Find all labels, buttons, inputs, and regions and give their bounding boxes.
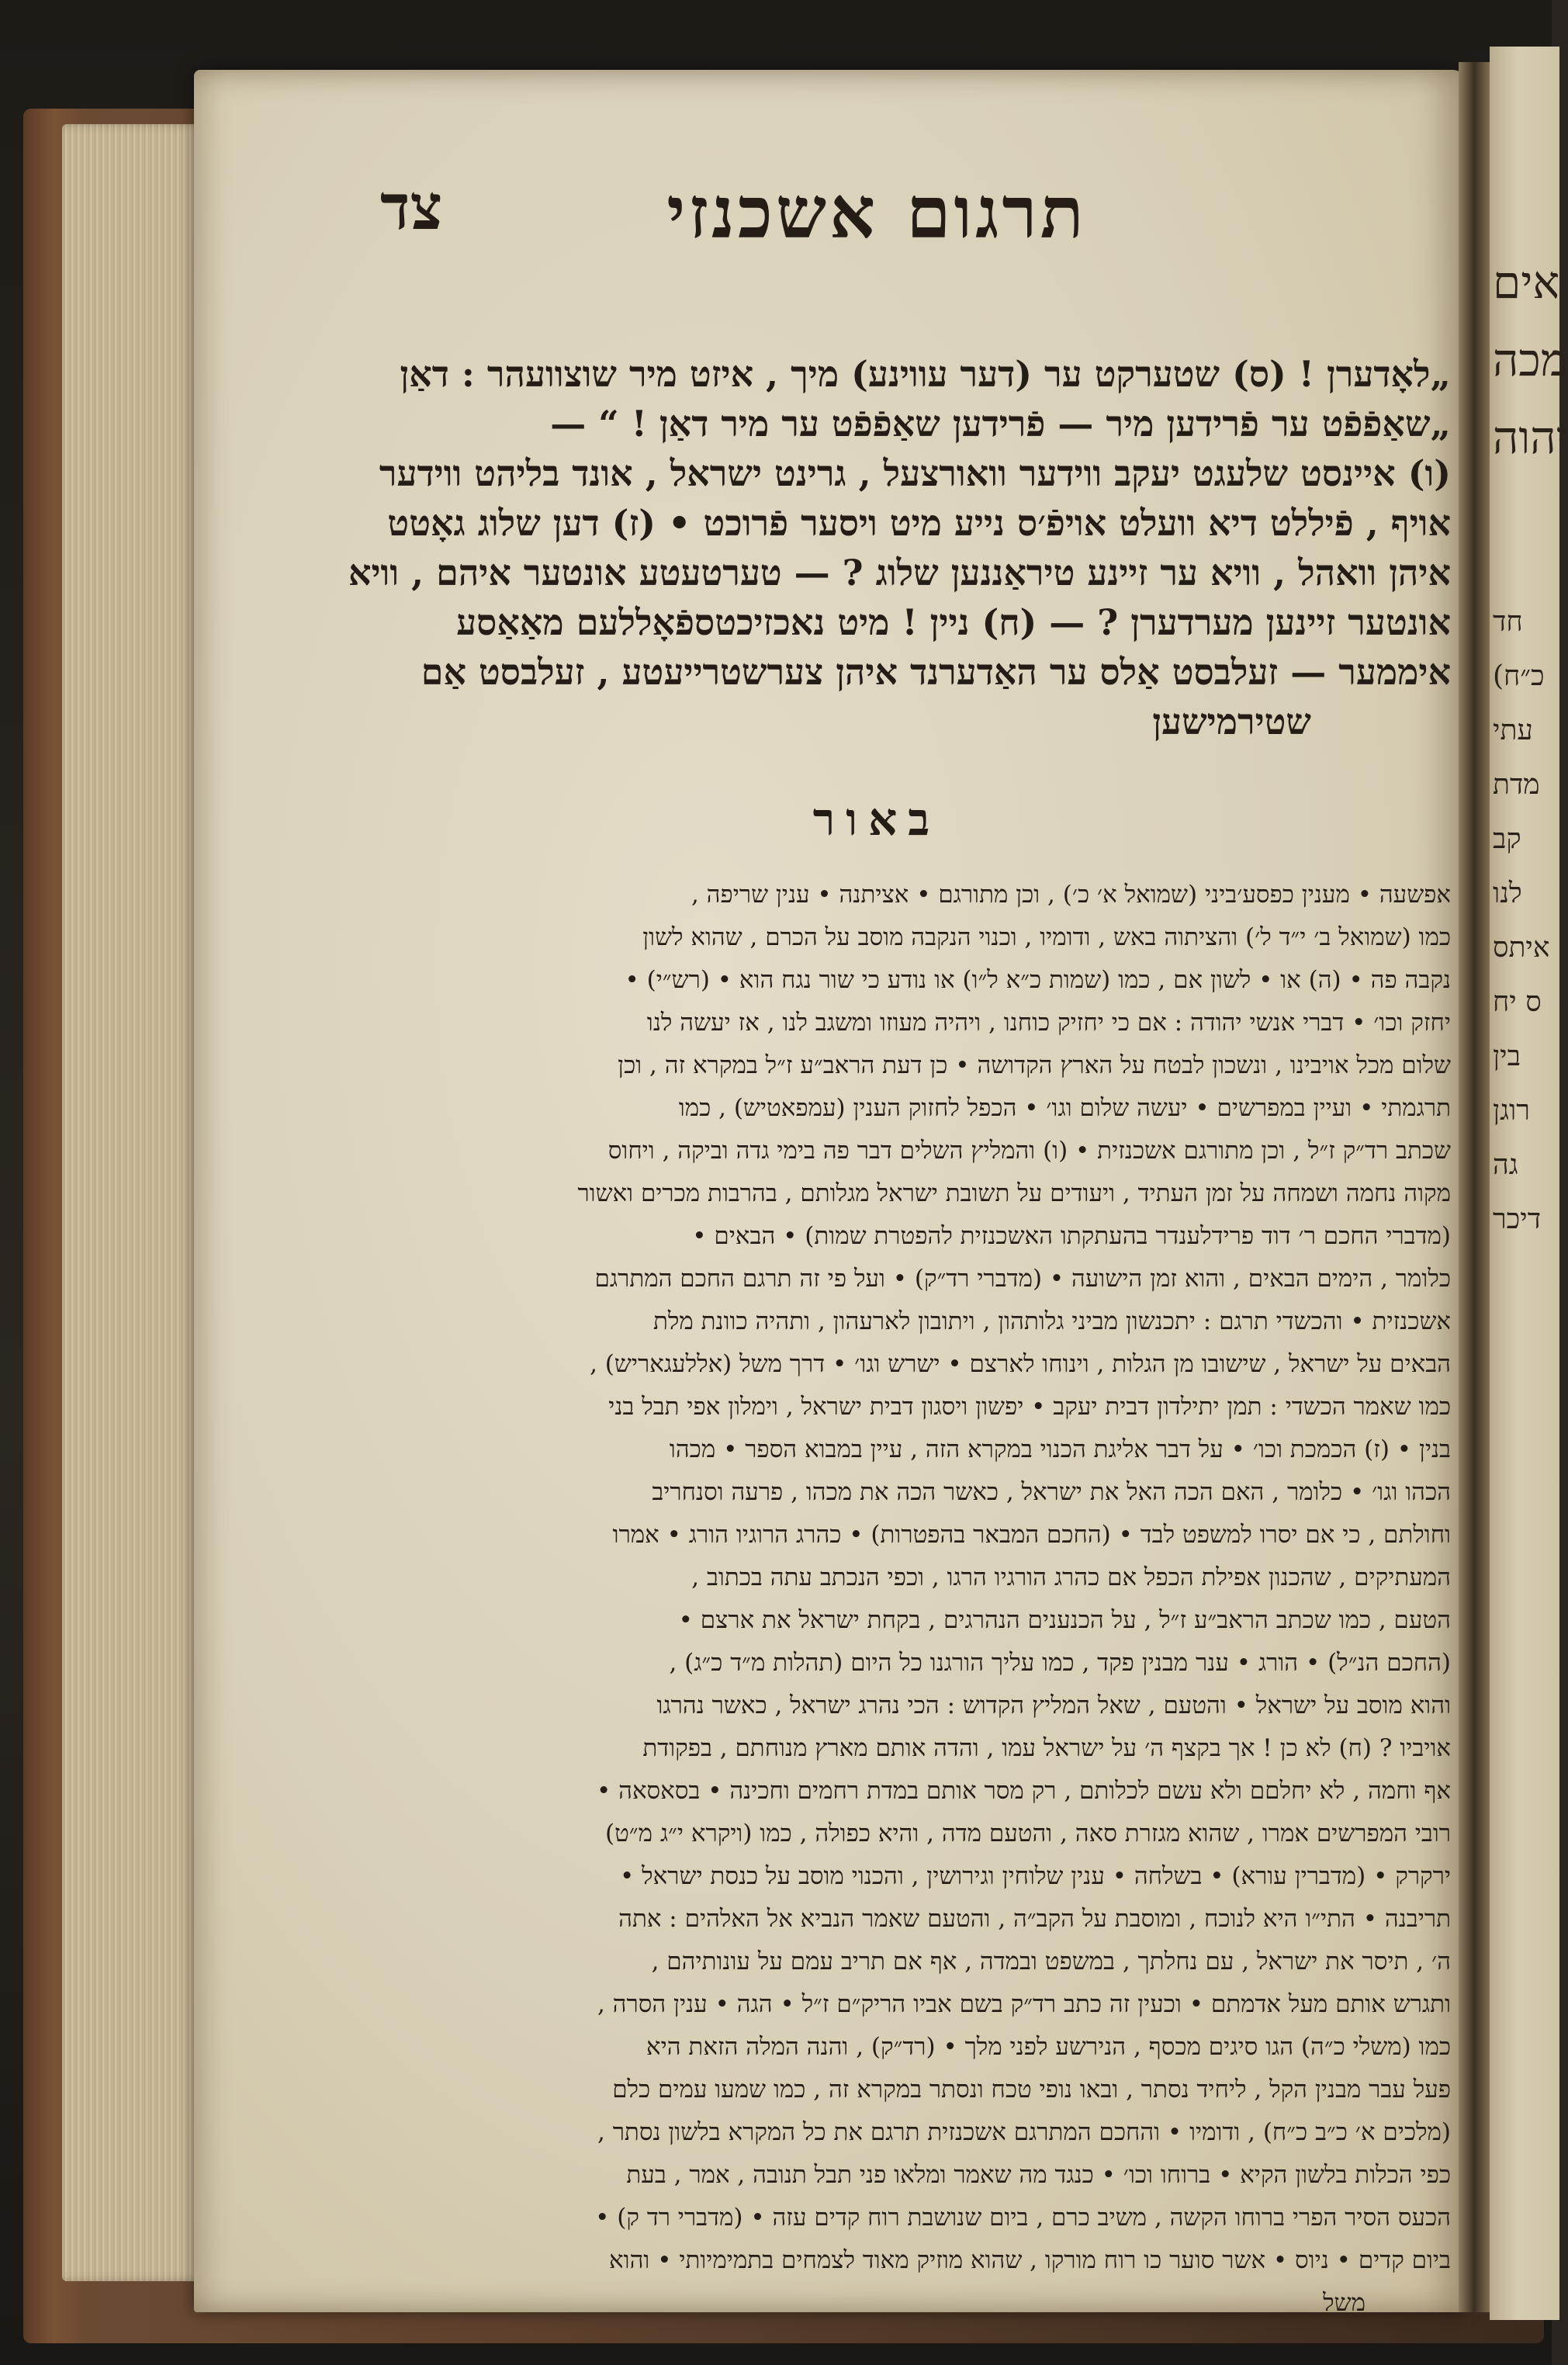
commentary-line: הטעם , כמו שכתב הראב״ע ז״ל , על הכנענים הנהרגים , בקחת ישראל את ארצם •	[678, 1606, 1451, 1634]
commentary-line: פעל עבר מבנין הקל , ליחיד נסתר , ובאו נופי טכח ונסתר במקרא זה , כמו שמעו עמים כלם	[612, 2076, 1451, 2104]
commentary-line: כלומר , הימים הבאים , והוא זמן הישועה • (מדברי רד״ק) • ועל פי זה תרגם החכם המתרגם	[594, 1265, 1451, 1293]
commentary-line: הבאים על ישראל , שישובו מן הגלות , וינוחו לארצם • ישרש וגו׳ • דרך משל (אללעגאריש) ,	[590, 1350, 1451, 1378]
commentary-line: אשכנזית • והכשדי תרגם : יתכנשון מביני גלותהון , ויתובון לארעהון , ותהיה כוונת מלת	[652, 1307, 1451, 1335]
facing-page-fragment: רוגן	[1493, 1095, 1530, 1127]
facing-page-fragment: בין	[1493, 1041, 1521, 1072]
commentary-block	[303, 874, 1451, 2325]
translation-line: אויף , פֿיללט דיא וועלט אויפֿ׳ס נייע מיט ויסער פֿרוכט • (ז) דען שלוג גאָטט	[387, 502, 1451, 544]
commentary-line: הכהו וגו׳ • כלומר , האם הכה האל את ישראל , כאשר הכה את מכהו , פרעה וסנחריב	[652, 1478, 1451, 1506]
commentary-line: (מלכים א׳ כ״ב כ״ח) , ודומיו • והחכם המתרגם אשכנזית תרגם את כל המקרא בלשון נסתר ,	[597, 2118, 1451, 2146]
facing-page-fragment: דיכר	[1493, 1203, 1542, 1235]
commentary-line: כפי הכלות בלשון הקיא • ברוחו וכו׳ • כנגד מה שאמר ומלאו פני תבל תנובה , אמר , בעת	[626, 2161, 1451, 2189]
facing-page-fragment: איתס	[1493, 932, 1550, 964]
translation-line: (ו) איינסט שלעגט יעקב ווידער וואורצעל , גרינט ישראל , אונד בליהט ווידער	[379, 452, 1451, 494]
page-title: תרגום אשכנזי	[666, 171, 1087, 255]
commentary-line: וחולתם , כי אם יסרו למשפט לבד • (החכם המבאר בהפטרות) • כהרג הרוגיו הורג • אמרו	[612, 1521, 1451, 1549]
translation-line: „לאָדערן ! (ס) שטערקט ער (דער עווינע) מיך , איזט מיר שוצוועהר : דאַן	[400, 353, 1451, 395]
page-content	[303, 140, 1451, 2325]
commentary-line: ותגרש אותם מעל אדמתם • וכעין זה כתב רד״ק בשם אביו הריק״ם ז״ל • הגה • ענין הסרה ,	[597, 1990, 1451, 2018]
translation-line: „שאַפֿפֿט ער פֿרידען מיר — פֿרידען שאַפֿפֿט ער מיר דאַן ! “ —	[550, 403, 1451, 445]
commentary-line: שכתב רד״ק ז״ל , וכן מתורגם אשכנזית • (ו) והמליץ השלים דבר פה בימי גדה וביקה , ויחוס	[607, 1137, 1451, 1165]
facing-page-fragment: מדת	[1493, 769, 1540, 801]
facing-page-fragment: קב	[1493, 823, 1521, 855]
page-header	[303, 140, 1451, 255]
translation-line: שטירמישען	[1152, 701, 1311, 743]
commentary-line: ביום קדים • ניוס • אשר סוער כו רוח מורקו , שהוא מוזיק מאוד לצמחים בתמימיותי • והוא	[609, 2246, 1451, 2274]
facing-page-fragment: כ״ח)	[1493, 660, 1545, 692]
commentary-line: תריבנה • התי״ו היא לנוכח , ומוסבת על הקב״ה , והטעם שאמר הנביא אל האלהים : אתה	[618, 1905, 1451, 1933]
commentary-line: ה׳ , תיסר את ישראל , עם נחלתך , במשפט ובמדה , אף אם תריב עמם על עונותיהם ,	[651, 1948, 1451, 1975]
commentary-line: תרגמתי • ועיין במפרשים • יעשה שלום וגו׳ • הכפל לחזוק הענין (עמפאטיש) , כמו	[678, 1094, 1451, 1122]
facing-page-fragment: מכה	[1493, 334, 1568, 386]
book-gutter	[1459, 62, 1490, 2312]
commentary-line: אפשעה • מענין כפסע׳ביני (שמואל א׳ כ׳) , וכן מתורגם • אציתנה • ענין שריפה ,	[691, 881, 1451, 909]
commentary-heading: באור	[812, 793, 941, 846]
facing-page-fragment: יהוה	[1493, 411, 1568, 464]
commentary-line: נקבה פה • (ה) או • לשון אם , כמו (שמות כ״א ל״ו) או נודע כי שור נגח הוא • (רש״י) •	[625, 966, 1451, 994]
commentary-line: והוא מוסב על ישראל • והטעם , שאל המליץ הקדוש : הכי נהרג ישראל , כאשר נהרגו	[656, 1692, 1451, 1719]
facing-page-fragment: ס יח	[1493, 986, 1542, 1018]
commentary-line: יחזק וכו׳ • דברי אנשי יהודה : אם כי יחזיק כוחנו , ויהיה מעוזו ומשגב לנו , אז יעשה לנו	[646, 1009, 1451, 1037]
commentary-line: המעתיקים , שהכנון אפילת הכפל אם כהרג הורגיו הרגו , וכפי הנכתב עתה בכתוב ,	[691, 1563, 1451, 1591]
facing-page-fragment: עתי	[1493, 715, 1533, 746]
facing-page-fragment: גה	[1493, 1149, 1518, 1181]
commentary-line: מקוה נחמה ושמחה על זמן העתיד , ויעודים על תשובת ישראל מגלותם , בהרבות מכרים ואשור	[577, 1179, 1451, 1207]
commentary-line: שלום מכל אויבינו , ונשכון לבטח על הארץ הקדושה • כן דעת הראב״ע ז״ל במקרא זה , וכן	[618, 1051, 1451, 1079]
commentary-line: משל	[1323, 2289, 1366, 2317]
translation-line: איממער — זעלבסט אַלס ער האַדערנד איהן צערשטרייעטע , זעלבסט אַם	[421, 651, 1451, 693]
facing-page-fragment: אים	[1493, 256, 1560, 309]
facing-page-fragment: לנו	[1493, 878, 1522, 909]
commentary-line: כמו שאמר הכשדי : תמן יתילדון דבית יעקב • יפשון ויסגון דבית ישראל , וימלון אפי תבל בני	[608, 1393, 1451, 1421]
commentary-line: (מדברי החכם ר׳ דוד פרידלענדר בהעתקתו האשכנזית להפטרת שמות) • הבאים •	[692, 1222, 1451, 1250]
facing-page-fragment: חד	[1493, 606, 1523, 638]
commentary-line: כמו (משלי כ״ה) הגו סיגים מכסף , הנירשע לפני מלך • (רד״ק) , והנה המלה הזאת היא	[646, 2033, 1451, 2061]
translation-line: אונטער זיינען מערדערן ? — (ח) ניין ! מיט נאכזיכטספֿאָללעם מאַאַסע	[456, 601, 1451, 643]
commentary-line: אויביו ? (ח) לא כן ! אך בקצף ה׳ על ישראל עמו , והדה אותם מארץ מנוחתם , בפקודת	[642, 1734, 1451, 1762]
commentary-line: כמו (שמואל ב׳ י״ד ל׳) והציתוה באש , ודומיו , וכנוי הנקבה מוסב על הכרם , שהוא לשון	[642, 923, 1451, 951]
commentary-line: בנין • (ז) הכמכת וכו׳ • על דבר אליגת הכנוי במקרא הזה , עיין במבוא הספר • מכהו	[669, 1435, 1451, 1463]
commentary-line: ירקרק • (מדברין עורא) • בשלחה • ענין שלוחין וגירושין , והכנוי מוסב על כנסת ישראל •	[620, 1862, 1451, 1890]
facing-page	[1490, 47, 1568, 2320]
commentary-line: רובי המפרשים אמרו , שהוא מגזרת סאה , והטעם מדה , והיא כפולה , כמו (ויקרא י״ג מ״ט)	[605, 1820, 1451, 1847]
page-number: צד	[380, 171, 443, 244]
commentary-line: אף וחמה , לא יחלםם ולא עשם לכלותם , רק מסר אותם במדת רחמים וחכינה • בסאסאה •	[596, 1777, 1451, 1805]
commentary-line: (החכם הנ״ל) • הורג • ענר מבנין פקד , כמו עליך הורגנו כל היום (תהלות מ״ד כ״ג) ,	[669, 1649, 1451, 1677]
translation-line: איהן וואהל , וויא ער זיינע טיראַננען שלוג ? — טערטעטע אונטער איהם , וויא	[348, 552, 1451, 594]
commentary-line: הכעס הסיר הפרי ברוחו הקשה , משיב כרם , ביום שנושבת רוח קדים עזה • (מדברי רד ק) •	[595, 2204, 1451, 2232]
yiddish-translation-block	[303, 349, 1451, 746]
